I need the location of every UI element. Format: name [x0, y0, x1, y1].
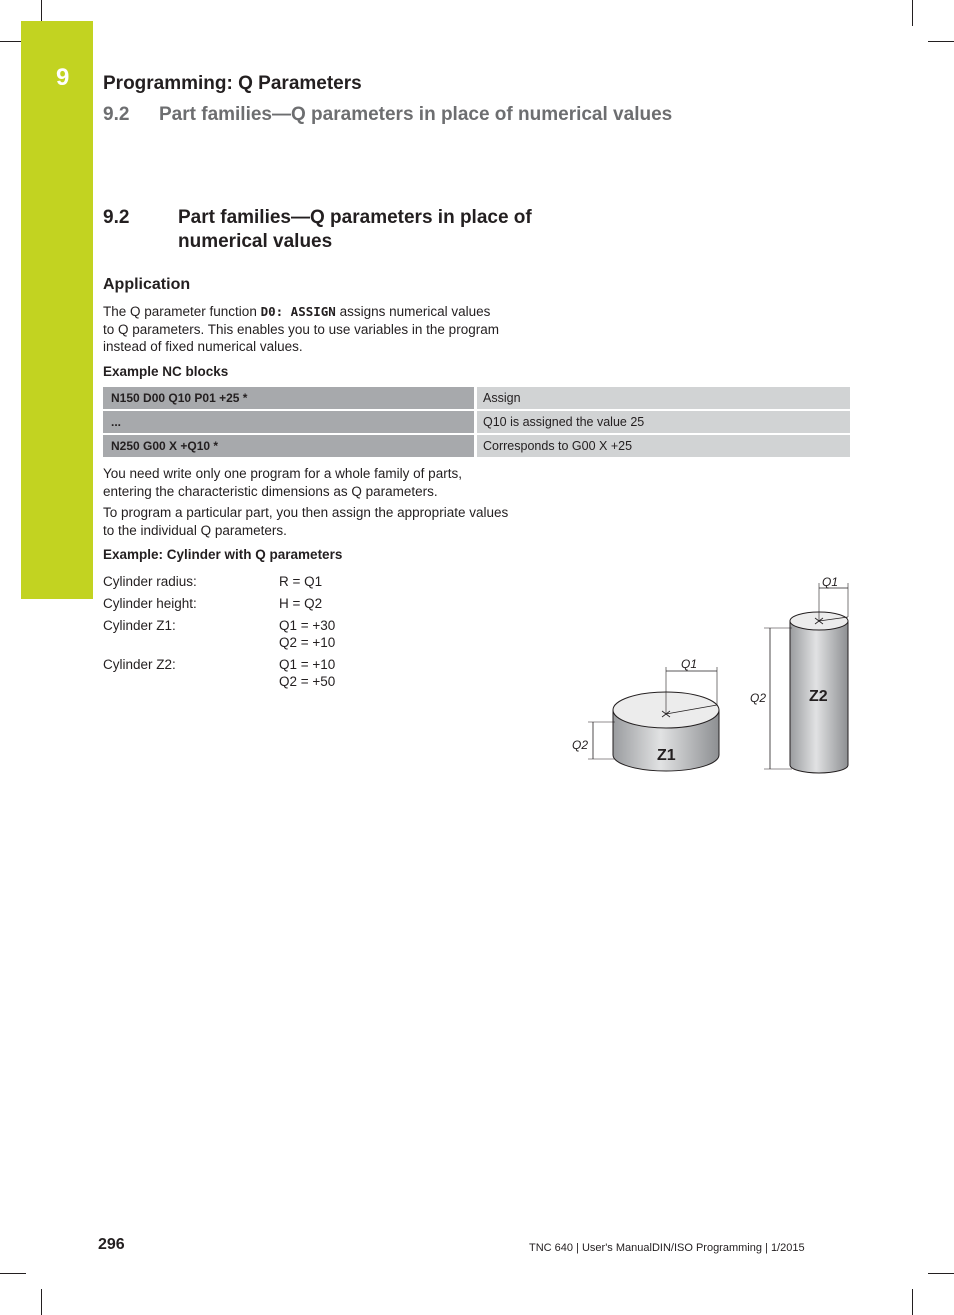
param-label: Cylinder radius: — [103, 574, 197, 589]
q1-tall-label: Q1 — [822, 575, 839, 589]
nc-description-cell: Q10 is assigned the value 25 — [477, 411, 850, 433]
param-value: Q1 = +10 — [279, 657, 336, 672]
nc-description-cell: Assign — [477, 387, 850, 409]
section-number: 9.2 — [103, 207, 130, 228]
section-title: Part families—Q parameters in place of numerical values — [178, 207, 532, 252]
q2-small-label: Q2 — [572, 738, 589, 752]
paragraph: To program a particular part, you then assign the appropriate values to the individual Q parameters. — [103, 505, 509, 538]
param-value: Q2 = +10 — [279, 635, 336, 650]
crop-mark — [928, 1273, 954, 1274]
example-cylinder-heading: Example: Cylinder with Q parameters — [103, 547, 343, 562]
nc-blocks-table — [103, 387, 850, 459]
param-value: R = Q1 — [279, 574, 323, 589]
q1-small-label: Q1 — [681, 657, 698, 671]
param-label: Cylinder Z1: — [103, 618, 176, 633]
nc-code-cell: N250 G00 X +Q10 * — [103, 435, 474, 457]
nc-description-cell: Corresponds to G00 X +25 — [477, 435, 850, 457]
crop-mark — [912, 0, 913, 26]
nc-code-cell: ... — [103, 411, 474, 433]
z1-label: Z1 — [657, 747, 676, 764]
param-label: Cylinder Z2: — [103, 657, 176, 672]
function-name: D0: ASSIGN — [260, 304, 336, 319]
running-header-subtitle — [103, 104, 672, 126]
cylinder-figure — [560, 570, 860, 780]
crop-mark — [0, 1273, 26, 1274]
crop-mark — [41, 1289, 42, 1315]
chapter-number: 9 — [56, 64, 70, 91]
param-value: H = Q2 — [279, 596, 323, 611]
z2-label: Z2 — [809, 688, 828, 705]
footer-text: TNC 640 | User's ManualDIN/ISO Programming | 1/2015 — [529, 1242, 805, 1254]
param-value: Q2 = +50 — [279, 674, 336, 689]
application-text: The Q parameter function D0: ASSIGN assigns numerical values to Q parameters. This enables you to use variables in the program instead of fixed numerical values. — [103, 304, 499, 354]
param-label: Cylinder height: — [103, 596, 197, 611]
running-header-title: Programming: Q Parameters — [103, 73, 362, 94]
page-number: 296 — [98, 1236, 125, 1253]
table-row — [103, 435, 850, 457]
nc-code-cell: N150 D00 Q10 P01 +25 * — [103, 387, 474, 409]
running-header-sub-number: 9.2 — [103, 104, 130, 125]
running-header-sub-title: Part families—Q parameters in place of numerical values — [159, 104, 673, 125]
q2-tall-label: Q2 — [750, 691, 767, 705]
param-value: Q1 = +30 — [279, 618, 336, 633]
application-heading: Application — [103, 276, 191, 293]
crop-mark — [928, 41, 954, 42]
table-row — [103, 411, 850, 433]
example-nc-heading: Example NC blocks — [103, 364, 229, 379]
paragraph: You need write only one program for a whole family of parts, entering the characteristic dimensions as Q parameters. — [103, 466, 462, 499]
table-row — [103, 387, 850, 409]
chapter-side-tab — [21, 21, 93, 599]
crop-mark — [912, 1289, 913, 1315]
